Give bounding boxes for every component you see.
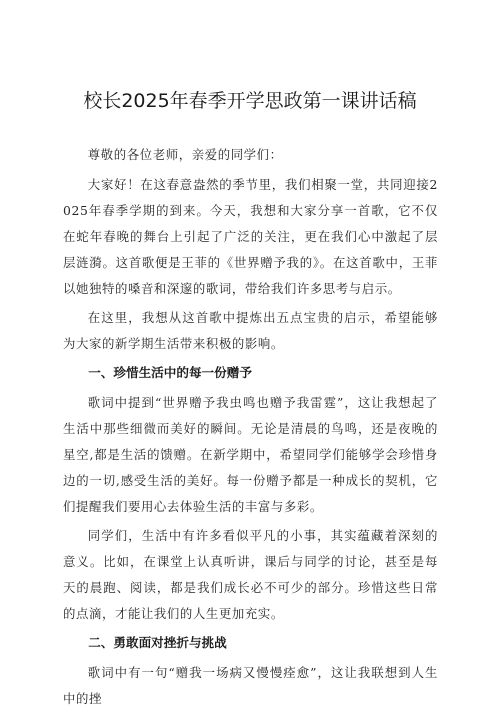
salutation: 尊敬的各位老师，亲爱的同学们： bbox=[87, 147, 283, 162]
section-1-paragraph-2: 同学们，生活中有许多看似平凡的小事，其实蕴藏着深刻的意义。比如，在课堂上认真听讲，课后与同学的讨论，甚至是每天的晨跑、阅读，都是我们成长必不可少的部分。珍惜这些日常的点滴，才能让我们的人生更加充实。 bbox=[63, 528, 438, 621]
document-title: 校长2025年春季开学思政第一课讲话稿 bbox=[83, 90, 417, 112]
section-2-paragraph-1: 歌词中有一句“赠我一场病又慢慢痊愈”，这让我联想到人生中的挫 bbox=[63, 665, 438, 706]
section-heading-1: 一、珍惜生活中的每一份赠予 bbox=[88, 365, 252, 380]
paragraph-intro: 大家好！在这春意盎然的季节里，我们相聚一堂，共同迎接2025年春季学期的到来。今天，我想和大家分享一首歌，它不仅在蛇年春晚的舞台上引起了广泛的关注，更在我们心中激起了层层涟漪。这首歌便是王菲的《世界赠予我的》。在这首歌中，王菲以她独特的嗓音和深邃的歌词，带给我们许多思考与启示。 bbox=[63, 177, 438, 296]
document-body bbox=[63, 142, 438, 715]
section-heading-2: 二、勇敢面对挫折与挑战 bbox=[88, 635, 227, 650]
section-1-paragraph-1: 歌词中提到“世界赠予我虫鸣也赠予我雷霆”，这让我想起了生活中那些细微而美好的瞬间。无论是清晨的鸟鸣，还是夜晚的星空,都是生活的馈赠。在新学期中，希望同学们能够学会珍惜身边的一切,感受生活的美好。每一份赠予都是一种成长的契机，它们提醒我们要用心去体验生活的丰富与多彩。 bbox=[63, 395, 438, 514]
paragraph-intro-2: 在这里，我想从这首歌中提炼出五点宝贵的启示，希望能够为大家的新学期生活带来积极的影响。 bbox=[63, 310, 438, 351]
